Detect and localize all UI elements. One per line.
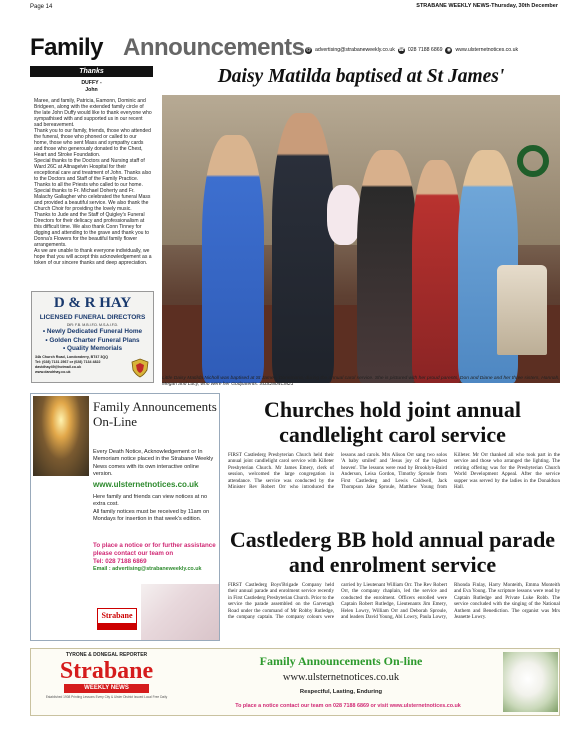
- online-ad-url[interactable]: www.ulsternetnotices.co.uk: [93, 480, 199, 489]
- person-figure: [272, 113, 334, 383]
- online-ad-cta: To place a notice or for further assistance please contact our team on Tel: 028 7188 6869: [93, 542, 216, 565]
- logo-small-print: Established 1908 Printing Lessons Every City & Ulster District Issued Local Free Daily: [45, 695, 168, 699]
- online-ad-description: Every Death Notice, Acknowledgement or In Memoriam notice placed in the Strabane Weekly News comes with its own interactive online version.: [93, 449, 214, 477]
- strabane-logo-small: [97, 608, 137, 630]
- drhay-tel: Tel: (028) 7131 2567 or (028) 7134 4822: [35, 360, 101, 364]
- phone-icon: ☎: [398, 46, 405, 53]
- logo-weekly: WEEKLY NEWS: [64, 684, 149, 693]
- contact-bar: [305, 43, 560, 57]
- strabane-weekly-logo: [34, 652, 179, 712]
- drhay-service-item: • Golden Charter Funeral Plans: [45, 336, 140, 344]
- contact-email[interactable]: advertising@strabaneweekly.co.uk: [315, 47, 395, 53]
- online-ad-title: Family Announcements On-Line: [93, 399, 217, 429]
- contact-phone[interactable]: 028 7188 6869: [407, 47, 443, 53]
- banner-cta: To place a notice contact our team on 028 7188 6869 or visit www.ulsternetnotices.co.uk: [235, 703, 461, 709]
- baptism-photo: [162, 95, 560, 383]
- online-ad-email[interactable]: Email : advertising@strabaneweekly.co.uk: [93, 566, 202, 572]
- baptismal-font: [497, 265, 547, 355]
- bottom-banner-advert[interactable]: [30, 648, 560, 716]
- shield-icon: [130, 358, 150, 378]
- drhay-advert[interactable]: [31, 291, 154, 383]
- person-figure: [202, 135, 264, 383]
- drhay-services: [35, 328, 150, 354]
- drhay-subtitle: LICENSED FUNERAL DIRECTORS: [39, 314, 146, 321]
- christmas-wreath: [517, 145, 549, 177]
- candle-image: [33, 396, 89, 476]
- strabane-logo-small-text: Strabane: [101, 611, 133, 620]
- online-notices-advert[interactable]: [30, 393, 220, 641]
- drhay-web[interactable]: www.dandrhay.co.uk: [35, 370, 71, 374]
- churches-headline: Churches hold joint annual candlelight carol service: [264, 397, 521, 447]
- banner-title: Family Announcements On-line: [259, 654, 423, 668]
- drhay-address: 34b Church Road, Londonderry, BT47 3QQ: [35, 355, 109, 359]
- drhay-email[interactable]: davidhay49@hotmail.co.uk: [35, 365, 82, 369]
- bb-article-body: FIRST Castlederg Boys'Brigade Company held their annual parade and enrolment service recently in First Castlederg Presbyterian Church. Prior to the service the parade assembled on the Garvetagh Road under the command of Mr Robby Rutledge, the company captain. The company colours were carried by Lieutenant William Orr. The Rev Robert Orr, the company chaplain, led the service and conducted the enrolment. Officers enrolled were Captain Robert Rutledge, Lieutenants Jim Emery, Helen Lowry, William Orr and Deborah Sproule, and leaders David Young, Abi Lowry, Paula Lowry, Rhonda Finlay, Harry Monteith, Emma Monteith and Eva Young. The scripture lessons were read by Captain Rutledge and Private Luke Robb. The service concluded with the singing of the National Anthem and Benediction. The organist was Mrs Jeanette Lowry.: [228, 582, 560, 621]
- bb-headline: Castlederg BB hold annual parade and enrolment service: [229, 527, 556, 577]
- baptism-caption: Little Daisy Matilda Nicholl was baptised at St James, Donemana, during the annual carol service. She is pictured with her proud parents, Don and Diane and her three sisters, Hannah, Megan and Lucy, who were her Godparents. SUS2804CM21: [162, 376, 560, 387]
- online-ad-info: Here family and friends can view notices at no extra cost. All family notices must be received by 11am on Mondays for insertion in that week's edition.: [93, 494, 210, 522]
- page-number: Page 14: [30, 4, 53, 10]
- section-title-family: Family: [30, 34, 104, 61]
- contact-website[interactable]: www.ulsternetnotices.co.uk: [455, 47, 519, 53]
- lily-image: [503, 652, 558, 712]
- logo-top-line: TYRONE & DONEGAL REPORTER: [65, 652, 148, 658]
- globe-icon: ◉: [446, 46, 452, 53]
- thanks-body: Maree, and family, Patricia, Eamonn, Dominic and Bridgeen, along with the extended family circle of the late John Duffy would like to thank everyone who sympathised with and supported us in our recent sad bereavement. Thank you to our family, friends, those who attended the funeral, those who phoned or called to our home, those who sent Mass and sympathy cards and those who generously donated to the Chest, Heart and Stroke Foundation. Special thanks to the Doctors and Nursing staff of Ward 26C at Altnagelvin Hospital for their exceptional care and treatment of John. Thanks also to the Doctors and Staff of the Family Practice. Thanks to all the Priests who called to our home. Special thanks to Fr. Michael Doherty and Fr. Malachy Gallagher who celebrated the funeral Mass and provided a beautiful service. We also thank the Church Choir for providing the lovely music. Thanks to Jude and the Staff of Quigley's Funeral Directors for their delicacy and professionalism at this difficult time. We also thank Conn Tinney for digging and attending to the grave and thank you to Donna's Flowers for the beautiful family flower arrangements. As we are unable to thank everyone individually, we hope that you will accept this acknowledgement as a token of our sincere thanks and deep appreciation.: [34, 98, 152, 266]
- flowers-image: [141, 584, 219, 640]
- section-title-announcements: Announcements: [123, 34, 305, 61]
- drhay-service-item: • Newly Dedicated Funeral Home: [42, 328, 143, 335]
- thanks-name: DUFFY - John: [81, 80, 102, 93]
- email-icon: @: [305, 46, 312, 53]
- person-figure: [357, 150, 417, 383]
- banner-tagline: Respectful, Lasting, Enduring: [299, 689, 383, 695]
- drhay-contact-block: [35, 355, 125, 375]
- drhay-service-item: • Quality Memorials: [62, 345, 123, 352]
- paper-date: STRABANE WEEKLY NEWS-Thursday, 30th December: [416, 3, 558, 9]
- drhay-dir-line: DIR: F.B. M.B.I.F.D. M.S.A.I.F.D.: [66, 323, 119, 327]
- thanks-heading: Thanks: [30, 66, 153, 77]
- churches-article-body: FIRST Castlederg Presbyterian Church held their annual joint candlelight carol service with Killeter Presbyterian Church. Mr James Emery, clerk of session, welcomed the large congregation in attendance. The service was conducted by the Minister Rev Robert Orr who introduced the lessons and carols. Mrs Alison Orr sang two solos 'A baby smiled' and 'Jesus joy of the highest heaven'. The lessons were read by Brooklyn-Baird Anderson, Leisa Gordon, Timothy Sproule from First Castlederg and Lewis Caldwell, Jack Thompson Jake Sproule, Matthew Young from Killeter. Mr Orr thanked all who took part in the service and those who arranged the lighting. The retiring offering was for the Presbyterian Church World Development Appeal. After the service supper was served by the ladies in the Donaldson Hall.: [228, 452, 560, 491]
- logo-name: Strabane: [59, 658, 154, 684]
- drhay-title: D & R HAY: [53, 295, 132, 311]
- baby-figure: [327, 185, 361, 245]
- banner-url[interactable]: www.ulsternetnotices.co.uk: [282, 672, 400, 683]
- person-figure: [412, 160, 462, 383]
- baptism-headline: Daisy Matilda baptised at St James': [217, 66, 505, 87]
